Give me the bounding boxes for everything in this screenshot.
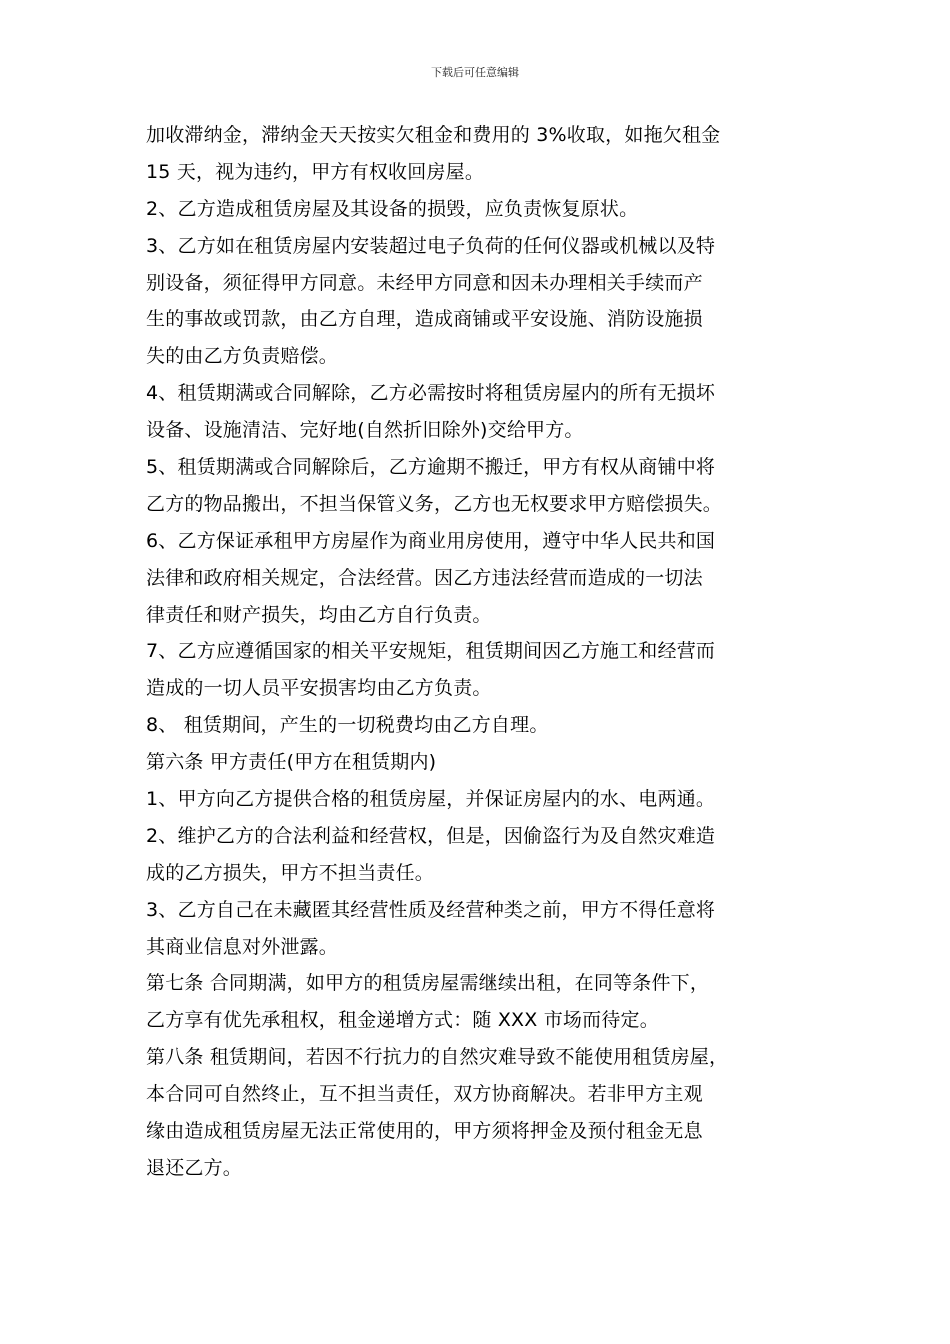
document-line: 其商业信息对外泄露。 xyxy=(146,935,339,958)
document-line: 加收滞纳金，滞纳金天天按实欠租金和费用的 3%收取，如拖欠租金 xyxy=(146,124,721,146)
document-line: 缘由造成租赁房屋无法正常使用的，甲方须将押金及预付租金无息 xyxy=(146,1120,703,1143)
document-line: 6、乙方保证承租甲方房屋作为商业用房使用，遵守中华人民共和国 xyxy=(146,529,716,552)
document-line: 法律和政府相关规定，合法经营。因乙方违法经营而造成的一切法 xyxy=(146,566,703,589)
document-line: 退还乙方。 xyxy=(146,1156,243,1179)
document-line: 别设备，须征得甲方同意。未经甲方同意和因未办理相关手续而产 xyxy=(146,271,703,294)
document-line: 4、租赁期满或合同解除，乙方必需按时将租赁房屋内的所有无损坏 xyxy=(146,382,716,405)
document-line: 2、乙方造成租赁房屋及其设备的损毁，应负责恢复原状。 xyxy=(146,197,639,220)
page-header-note: 下载后可任意编辑 xyxy=(431,66,519,79)
document-line: 律责任和财产损失，均由乙方自行负责。 xyxy=(146,603,492,626)
document-line: 乙方的物品搬出，不担当保管义务，乙方也无权要求甲方赔偿损失。 xyxy=(146,492,723,515)
document-line: 8、 租赁期间，产生的一切税费均由乙方自理。 xyxy=(146,714,549,737)
document-line: 造成的一切人员平安损害均由乙方负责。 xyxy=(146,677,492,700)
document-line: 1、甲方向乙方提供合格的租赁房屋，并保证房屋内的水、电两通。 xyxy=(146,788,716,811)
document-line: 生的事故或罚款，由乙方自理，造成商铺或平安设施、消防设施损 xyxy=(146,308,703,331)
document-line: 成的乙方损失，甲方不担当责任。 xyxy=(146,861,435,884)
section-heading-article-8: 第八条 租赁期间，若因不行抗力的自然灾难导致不能使用租赁房屋， xyxy=(146,1046,729,1069)
document-line: 5、租赁期满或合同解除后，乙方逾期不搬迁，甲方有权从商铺中将 xyxy=(146,456,716,479)
document-line: 2、维护乙方的合法利益和经营权，但是，因偷盗行为及自然灾难造 xyxy=(146,824,716,847)
document-line: 7、乙方应遵循国家的相关平安规矩，租赁期间因乙方施工和经营而 xyxy=(146,640,716,663)
document-line: 设备、设施清洁、完好地(自然折旧除外)交给甲方。 xyxy=(146,419,584,442)
document-line: 3、乙方自己在未藏匿其经营性质及经营种类之前，甲方不得任意将 xyxy=(146,898,716,921)
document-line: 3、乙方如在租赁房屋内安装超过电子负荷的任何仪器或机械以及特 xyxy=(146,234,716,257)
document-line: 本合同可自然终止，互不担当责任，双方协商解决。若非甲方主观 xyxy=(146,1083,703,1106)
section-heading-article-7: 第七条 合同期满，如甲方的租赁房屋需继续出租，在同等条件下， xyxy=(146,972,710,995)
document-body xyxy=(146,117,816,1187)
document-line: 乙方享有优先承租权，租金递增方式：随 XXX 市场而待定。 xyxy=(146,1009,659,1032)
document-line: 15 天，视为违约，甲方有权收回房屋。 xyxy=(146,160,485,183)
section-heading-article-6: 第六条 甲方责任(甲方在租赁期内) xyxy=(146,751,437,774)
document-line: 失的由乙方负责赔偿。 xyxy=(146,345,339,368)
